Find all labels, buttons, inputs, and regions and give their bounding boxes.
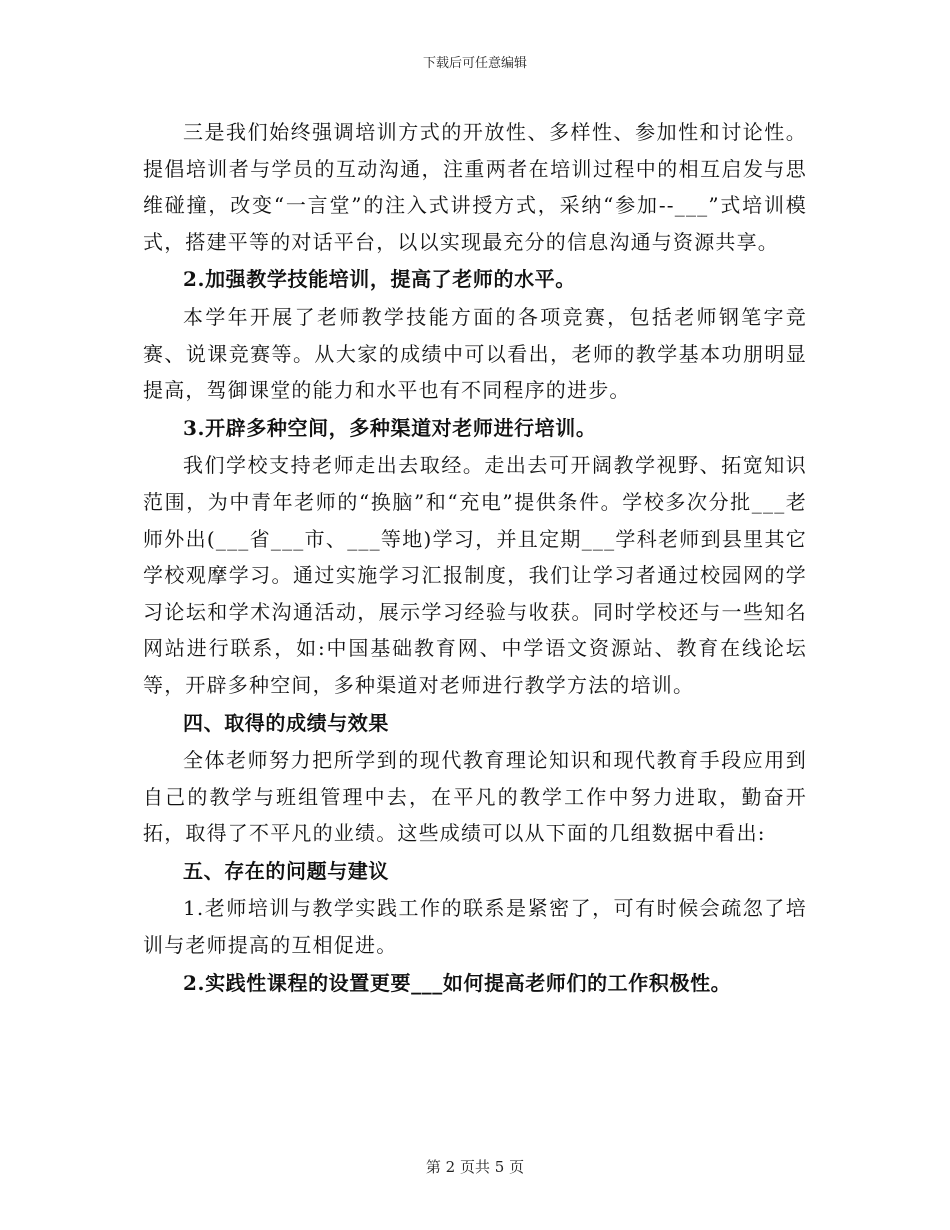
paragraph-achievements: 全体老师努力把所学到的现代教育理论知识和现代教育手段应用到自己的教学与班组管理中去，在平凡的教学工作中努力进取，勤奋开拓，取得了不平凡的业绩。这些成绩可以从下面的几组数据中看出:: [143, 748, 807, 846]
paragraph-external-learning: 我们学校支持老师走出去取经。走出去可开阔教学视野、拓宽知识范围，为中青年老师的“换脑”和“充电”提供条件。学校多次分批___老师外出(___省___市、___等地)学习，并且定期___学科老师到县里其它学校观摩学习。通过实施学习汇报制度，我们让学习者通过校园网的学习论坛和学术沟通活动，展示学习经验与收获。同时学校还与一些知名网站进行联系，如:中国基础教育网、中学语文资源站、教育在线论坛等，开辟多种空间，多种渠道对老师进行教学方法的培训。: [143, 453, 807, 697]
paragraph-training-methods: 三是我们始终强调培训方式的开放性、多样性、参加性和讨论性。提倡培训者与学员的互动沟通，注重两者在培训过程中的相互启发与思维碰撞，改变“一言堂”的注入式讲授方式，采纳“参加--___”式培训模式，搭建平等的对话平台，以以实现最充分的信息沟通与资源共享。: [143, 120, 807, 254]
heading-teaching-skills: 2.加强教学技能培训，提高了老师的水平。: [183, 267, 576, 292]
page-content: [143, 114, 807, 1002]
heading-problems-suggestions: 五、存在的问题与建议: [183, 858, 389, 883]
heading-multiple-channels: 3.开辟多种空间，多种渠道对老师进行培训。: [183, 415, 597, 440]
page-header: 下载后可任意编辑: [422, 56, 527, 71]
page-footer: 第 2 页共 5 页: [425, 1158, 525, 1176]
paragraph-skill-competitions: 本学年开展了老师教学技能方面的各项竞赛，包括老师钢笔字竞赛、说课竞赛等。从大家的成绩中可以看出，老师的教学基本功朋明显提高，驾御课堂的能力和水平也有不同程序的进步。: [143, 304, 807, 403]
paragraph-problem-one: 1.老师培训与教学实践工作的联系是紧密了，可有时候会疏忽了培训与老师提高的互相促进。: [143, 896, 807, 958]
heading-achievements: 四、取得的成绩与效果: [183, 710, 389, 735]
heading-practical-courses: 2.实践性课程的设置更要___如何提高老师们的工作积极性。: [183, 970, 732, 995]
